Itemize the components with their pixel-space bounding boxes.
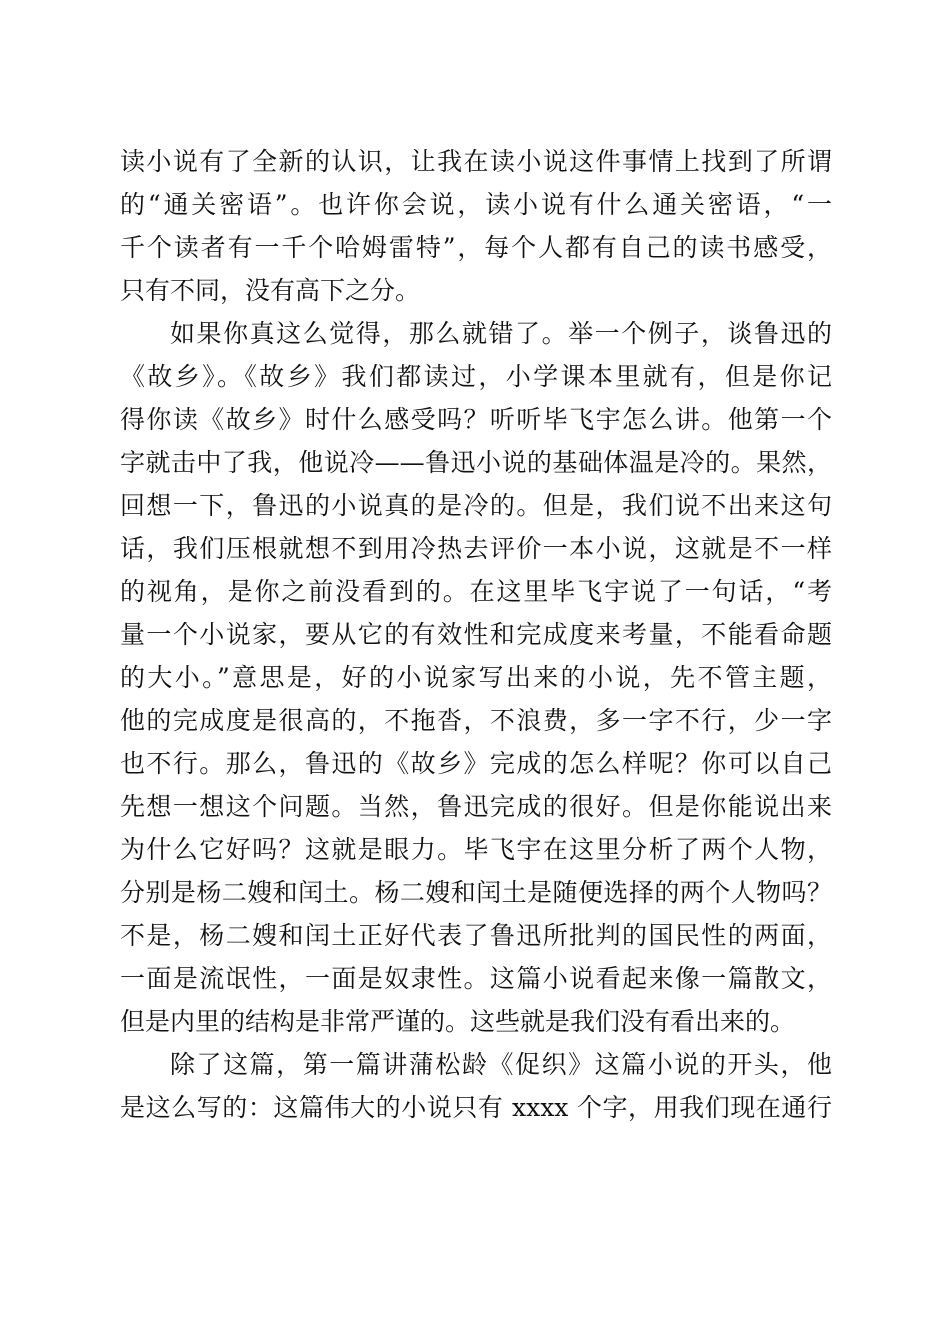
text-line: 的视角，是你之前没看到的。在这里毕飞宇说了一句话，“考: [120, 577, 832, 606]
text-line: 的“通关密语”。也许你会说，读小说有什么通关密语，“一: [120, 190, 832, 219]
text-line: 是这么写的：这篇伟大的小说只有 xxxx 个字，用我们现在通行: [120, 1093, 832, 1122]
text-line: 不是，杨二嫂和闰土正好代表了鲁迅所批判的国民性的两面，: [120, 921, 832, 950]
text-line: 也不行。那么，鲁迅的《故乡》完成的怎么样呢？你可以自己: [120, 749, 832, 778]
text-line: 为什么它好吗？这就是眼力。毕飞宇在这里分析了两个人物，: [120, 835, 832, 864]
text-line: 他的完成度是很高的，不拖沓，不浪费，多一字不行，少一字: [120, 706, 832, 735]
text-line: 分别是杨二嫂和闰土。杨二嫂和闰土是随便选择的两个人物吗？: [120, 878, 832, 907]
text-line: 一面是流氓性，一面是奴隶性。这篇小说看起来像一篇散文，: [120, 964, 832, 993]
text-line: 的大小。”意思是，好的小说家写出来的小说，先不管主题，: [120, 663, 832, 692]
text-line: 量一个小说家，要从它的有效性和完成度来考量，不能看命题: [120, 620, 832, 649]
text-line: 话，我们压根就想不到用冷热去评价一本小说，这就是不一样: [120, 534, 832, 563]
text-line: 字就击中了我，他说冷——鲁迅小说的基础体温是冷的。果然，: [120, 448, 832, 477]
text-line: 回想一下，鲁迅的小说真的是冷的。但是，我们说不出来这句: [120, 491, 832, 520]
text-line: 先想一想这个问题。当然，鲁迅完成的很好。但是你能说出来: [120, 792, 832, 821]
text-line: 除了这篇，第一篇讲蒲松龄《促织》这篇小说的开头，他: [170, 1050, 832, 1079]
text-line: 但是内里的结构是非常严谨的。这些就是我们没有看出来的。: [120, 1007, 796, 1036]
body-text: [120, 140, 832, 1129]
text-line: 只有不同，没有高下之分。: [120, 276, 421, 305]
text-line: 《故乡》。《故乡》我们都读过，小学课本里就有，但是你记: [120, 362, 832, 391]
text-line: 读小说有了全新的认识，让我在读小说这件事情上找到了所谓: [120, 147, 832, 176]
text-line: 如果你真这么觉得，那么就错了。举一个例子，谈鲁迅的: [170, 319, 832, 348]
text-line: 得你读《故乡》时什么感受吗？听听毕飞宇怎么讲。他第一个: [120, 405, 832, 434]
text-line: 千个读者有一千个哈姆雷特”，每个人都有自己的读书感受，: [120, 233, 832, 262]
